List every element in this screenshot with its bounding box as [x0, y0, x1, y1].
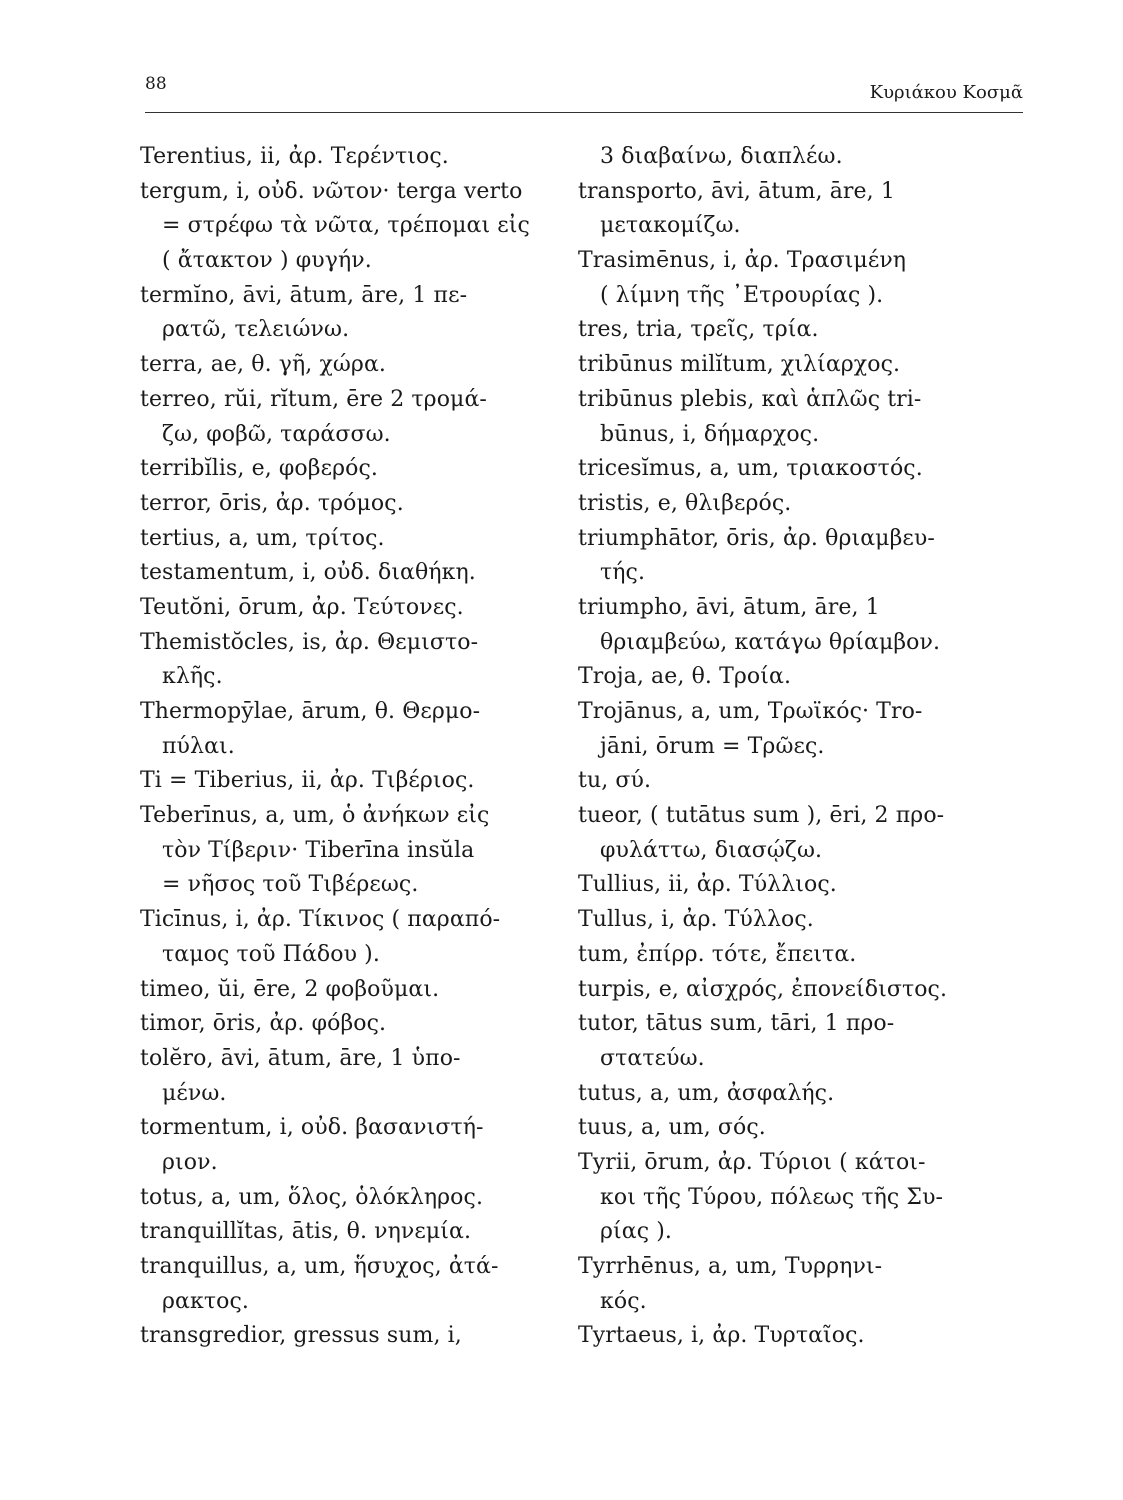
entry-line: tres, tria, τρεῖς, τρία. — [578, 317, 819, 343]
entry-line: tutor, tātus sum, tāri, 1 προ- — [578, 1011, 895, 1037]
entry-line: tergum, i, οὐδ. νῶτον· terga verto — [140, 178, 523, 204]
entry-line: tricesĭmus, a, um, τριακοστός. — [578, 456, 923, 482]
entry-line: τής. — [600, 560, 646, 586]
entry-line: Teutŏni, ōrum, ἀρ. Τεύτονες. — [140, 594, 464, 620]
entry-line: tormentum, i, οὐδ. βασανιστή- — [140, 1115, 484, 1141]
entry-line: tu, σύ. — [578, 768, 652, 794]
entry-line: tranquillĭtas, ātis, θ. νηνεμία. — [140, 1219, 472, 1245]
page-header — [145, 74, 1023, 114]
entry-line: terra, ae, θ. γῆ, χώρα. — [140, 352, 387, 378]
entry-line: μένω. — [162, 1080, 227, 1106]
entry-line: termĭno, āvi, ātum, āre, 1 πε- — [140, 282, 468, 308]
entry-line: ριον. — [162, 1149, 218, 1175]
entry-line: tristis, e, θλιβερός. — [578, 490, 792, 516]
entry-line: κός. — [600, 1288, 647, 1314]
entry-line: Teberīnus, a, um, ὁ ἀνήκων εἰς — [140, 803, 490, 829]
entry-line: turpis, e, αἰσχρός, ἐπονείδιστος. — [578, 976, 948, 1002]
entry-line: Tyrrhēnus, a, um, Τυρρηνι- — [578, 1254, 883, 1279]
running-title: Κυριάκου Κοσμᾶ — [869, 82, 1023, 103]
entry-line: tuus, a, um, σός. — [578, 1115, 766, 1141]
entry-line: tribūnus milĭtum, χιλίαρχος. — [578, 352, 901, 378]
entry-line: ρακτος. — [162, 1288, 249, 1314]
entry-line: 3 διαβαίνω, διαπλέω. — [600, 144, 843, 169]
entry-line: triumphātor, ōris, ἀρ. θριαμβευ- — [578, 525, 935, 551]
entry-line: κοι τῆς Τύρου, πόλεως τῆς Συ- — [600, 1184, 944, 1210]
entry-line: Tyrii, ōrum, ἀρ. Τύριοι ( κάτοι- — [578, 1149, 926, 1175]
entry-line: terror, ōris, ἀρ. τρόμος. — [140, 490, 404, 516]
entry-line: tranquillus, a, um, ἥσυχος, ἀτά- — [140, 1254, 499, 1279]
entry-line: ( ἄτακτον ) φυγήν. — [162, 248, 372, 274]
entry-line: πύλαι. — [162, 733, 235, 759]
entry-line: transporto, āvi, ātum, āre, 1 — [578, 178, 895, 204]
entry-line: tolĕro, āvi, ātum, āre, 1 ὑπο- — [140, 1045, 461, 1071]
entry-line: Ticīnus, i, ἀρ. Τίκινος ( παραπό- — [140, 907, 501, 933]
page-number: 88 — [145, 74, 167, 94]
entry-line: transgredior, gressus sum, i, — [140, 1323, 462, 1349]
entry-line: timor, ōris, ἀρ. φόβος. — [140, 1011, 387, 1037]
entry-line: θριαμβεύω, κατάγω θρίαμβον. — [600, 629, 941, 655]
entry-line: tribūnus plebis, καὶ ἁπλῶς tri- — [578, 386, 922, 412]
entry-line: Tullus, i, ἀρ. Τύλλος. — [578, 907, 814, 933]
entry-line: ταμος τοῦ Πάδου ). — [162, 941, 380, 967]
entry-line: = στρέφω τὰ νῶτα, τρέπομαι εἰς — [162, 213, 530, 239]
entry-line: tertius, a, um, τρίτος. — [140, 525, 385, 551]
entry-line: terribĭlis, e, φοβερός. — [140, 456, 378, 482]
entry-line: φυλάττω, διασῴζω. — [600, 837, 823, 863]
entry-line: jāni, ōrum = Τρῶες. — [600, 733, 825, 759]
entry-line: Trojānus, a, um, Τρωϊκός· Tro- — [578, 699, 923, 724]
entry-line: timeo, ŭi, ēre, 2 φοβοῦμαι. — [140, 976, 440, 1002]
entry-line: tueor, ( tutātus sum ), ēri, 2 προ- — [578, 803, 945, 829]
entry-line: triumpho, āvi, ātum, āre, 1 — [578, 594, 880, 620]
entry-line: ( λίμνη τῆς ᾿Ετρουρίας ). — [600, 282, 884, 308]
header-rule — [145, 112, 1023, 113]
entry-line: Terentius, ii, ἀρ. Τερέντιος. — [140, 144, 449, 169]
entry-line: tum, ἐπίρρ. τότε, ἔπειτα. — [578, 941, 857, 967]
entry-line: κλῆς. — [162, 664, 223, 690]
entry-line: στατεύω. — [600, 1045, 705, 1071]
entry-line: totus, a, um, ὅλος, ὁλόκληρος. — [140, 1184, 484, 1210]
entry-line: Themistŏcles, is, ἀρ. Θεμιστο- — [140, 629, 479, 655]
entry-line: Thermopȳlae, ārum, θ. Θερμο- — [140, 699, 481, 724]
entry-line: Troja, ae, θ. Τροία. — [578, 664, 792, 690]
entry-line: = νῆσος τοῦ Τιβέρεως. — [162, 872, 419, 898]
entry-line: ρίας ). — [600, 1219, 673, 1245]
entry-line: μετακομίζω. — [600, 213, 741, 239]
entry-line: ρατῶ, τελειώνω. — [162, 317, 350, 343]
entry-line: tutus, a, um, ἀσφαλής. — [578, 1080, 835, 1106]
left-column — [140, 140, 550, 1354]
entry-line: τὸν Τίβεριν· Tiberīna insŭla — [162, 837, 475, 863]
entry-line: ζω, φοβῶ, ταράσσω. — [162, 421, 391, 447]
right-column — [578, 140, 1023, 1354]
entry-line: Ti = Tiberius, ii, ἀρ. Τιβέριος. — [140, 768, 475, 794]
entry-line: Tullius, ii, ἀρ. Τύλλιος. — [578, 872, 837, 898]
entry-line: terreo, rŭi, rĭtum, ēre 2 τρομά- — [140, 386, 487, 412]
entry-line: būnus, i, δήμαρχος. — [600, 421, 820, 447]
entry-line: Trasimēnus, i, ἀρ. Τρασιμένη — [578, 248, 907, 274]
entry-line: testamentum, i, οὐδ. διαθήκη. — [140, 560, 476, 586]
entry-line: Tyrtaeus, i, ἀρ. Τυρταῖος. — [578, 1323, 865, 1349]
